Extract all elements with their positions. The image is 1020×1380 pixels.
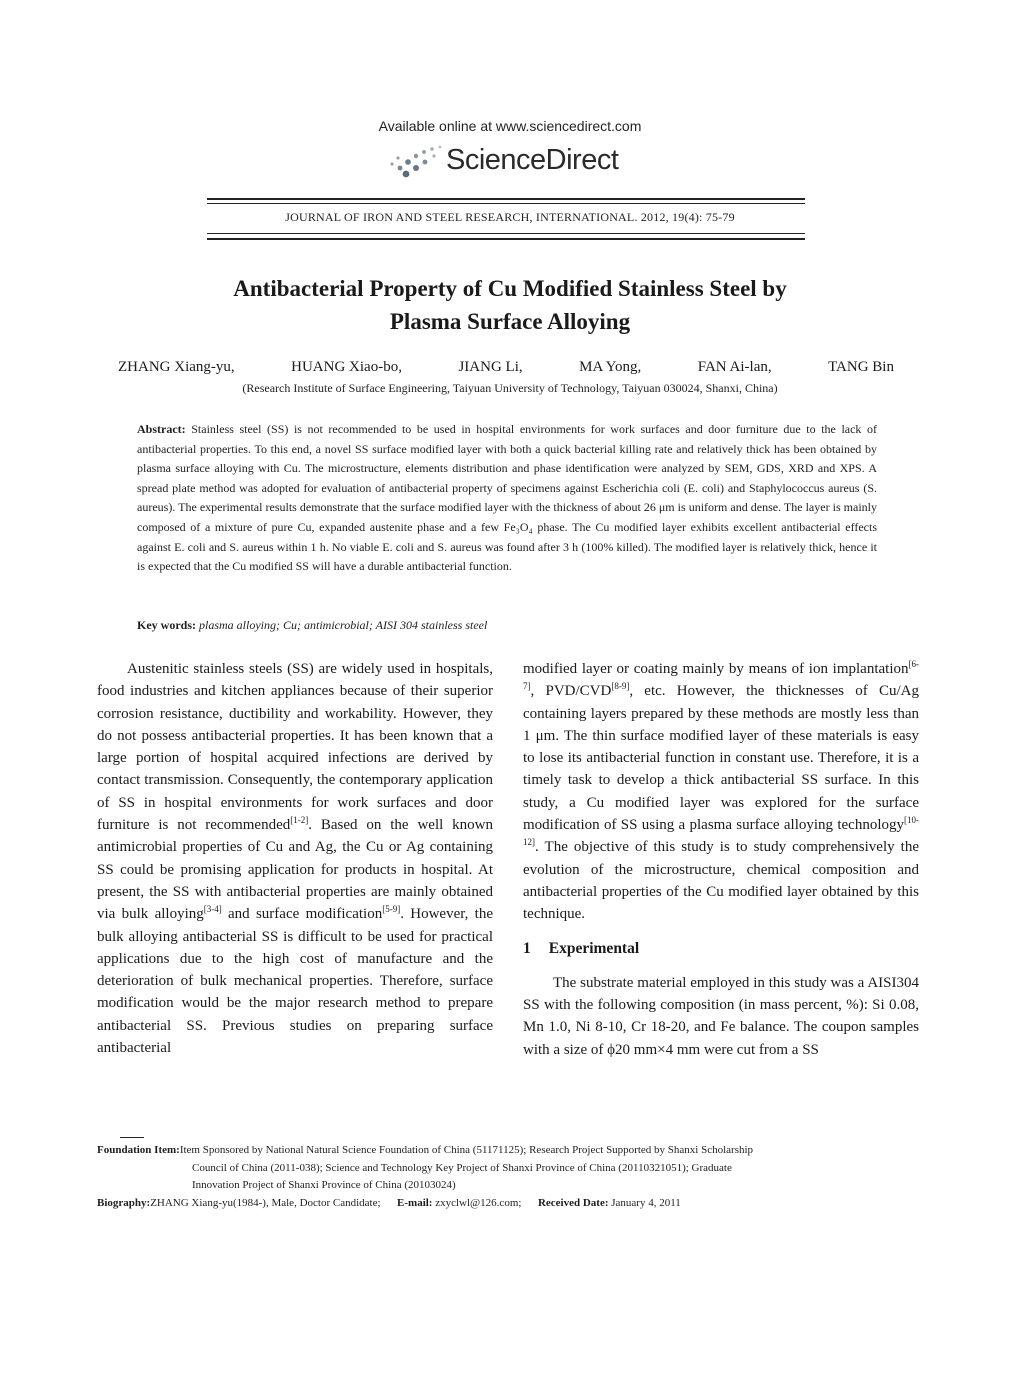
body-column-right [523, 658, 919, 1061]
article-title [120, 272, 900, 338]
foundation-label: Foundation Item: [97, 1144, 180, 1156]
foundation-line: Council of China (2011-038); Science and Technology Key Project of Shanxi Province of China (20110321051); Graduate [192, 1161, 732, 1174]
biography: Biography:ZHANG Xiang-yu(1984-), Male, Doctor Candidate; E-mail: zxyclwl@126.com; Received Date: January 4, 2011 [97, 1196, 681, 1209]
author-name: TANG Bin [828, 359, 894, 375]
keywords [137, 618, 877, 633]
section-title: Experimental [548, 939, 640, 957]
author-name: FAN Ai-lan, [697, 359, 772, 375]
received-label: Received Date: [537, 1196, 609, 1209]
author-list [118, 359, 894, 376]
body-column-left [97, 658, 493, 1059]
citation-ref[interactable]: [8-9] [611, 681, 630, 692]
author-name: ZHANG Xiang-yu, [118, 359, 235, 375]
paragraph-continued: modified layer or coating mainly by means of ion implantation[6-7], PVD/CVD[8-9], etc. However, the thicknesses of Cu/Ag containing layers prepared by these methods are mostly less than 1 μm. The thin surface modified layer of these materials is easy to lose its antibacterial function in constant use. Therefore, it is a timely task to develop a thick antibacterial SS surface. In this study, a Cu modified layer was explored for the surface modification of SS using a plasma surface alloying technology[10-12]. The objective of this study is to study comprehensively the evolution of the microstructure, chemical composition and antibacterial properties of the Cu modified layer obtained by this technique. [523, 659, 919, 923]
citation-ref[interactable]: [3-4] [203, 904, 222, 915]
email-label: E-mail: [397, 1196, 433, 1209]
email-address[interactable]: zxyclwl@126.com; [435, 1196, 522, 1209]
author-name: MA Yong, [579, 359, 642, 375]
sciencedirect-dots-icon [386, 144, 444, 180]
received-date: January 4, 2011 [611, 1196, 681, 1209]
abstract-text: Stainless steel (SS) is not recommended to be used in hospital environments for work surfaces and door furniture due to the lack of antibacterial properties. To this end, a novel SS surface modified layer with both a quick bacterial killing rate and relatively thick has been obtained by plasma surface alloying with Cu. The microstructure, elements distribution and phase identification were analyzed by SEM, GDS, XRD and XPS. A spread plate method was adopted for evaluation of antibacterial property of specimens against Escherichia coli (E. coli) and Staphylococcus aureus (S. aureus). The experimental results demonstrate that the surface modified layer with the thickness of about 26 μm is uniform and dense. The layer is mainly composed of a mixture of pure Cu, expanded austenite phase and a few Fe₃O₄ phase. The Cu modified layer exhibits excellent antibacterial effects against E. coli and S. aureus within 1 h. No viable E. coli and S. aureus was found after 3 h (100% killed). The modified layer is relatively thick, hence it is expected that the Cu modified SS will have a durable antibacterial function. [137, 422, 878, 574]
journal-citation: JOURNAL OF IRON AND STEEL RESEARCH, INTERNATIONAL. 2012, 19(4): 75-79 [285, 210, 735, 224]
paragraph-experimental: The substrate material employed in this study was a AISI304 SS with the following composition (in mass percent, %): Si 0.08, Mn 1.0, Ni 8-10, Cr 18-20, and Fe balance. The coupon samples with a size of ϕ20 mm×4 mm were cut from a SS [523, 974, 919, 1058]
available-online-text: Available online at www.sciencedirect.com [378, 118, 642, 134]
abstract-label: Abstract: [137, 422, 186, 436]
keywords-label: Key words: [137, 618, 196, 632]
paragraph-introduction: Austenitic stainless steels (SS) are widely used in hospitals, food industries and kitchen appliances because of their superior corrosion resistance, ductibility and workability. However, they do not possess antibacterial properties. It has been known that a large portion of hospital acquired infections are derived by contact transmission. Consequently, the contemporary application of SS in hospital environments for work surfaces and door furniture is not recommended[1-2]. Based on the well known antimicrobial properties of Cu and Ag, the Cu or Ag containing SS could be promising application for products in hospital. At present, the SS with antibacterial properties are mainly obtained via bulk alloying[3-4] and surface modification[5-9]. However, the bulk alloying antibacterial SS is difficult to be used for practical applications due to the high cost of manufacture and the deterioration of bulk mechanical properties. Therefore, surface modification would be the major research method to prepare antibacterial SS. Previous studies on preparing surface antibacterial [97, 661, 493, 1057]
citation-ref[interactable]: [10-12] [523, 815, 919, 848]
header-rule-top-thin [207, 203, 805, 204]
citation-ref[interactable]: [5-9] [382, 904, 401, 915]
header-rule-bottom-thin [207, 233, 805, 234]
title-line-1: Antibacterial Property of Cu Modified Stainless Steel by [233, 276, 787, 301]
header-rule-top [207, 198, 805, 200]
section-number: 1 [523, 939, 531, 957]
keywords-text: plasma alloying; Cu; antimicrobial; AISI 304 stainless steel [199, 618, 488, 632]
author-affiliation: (Research Institute of Surface Engineering, Taiyuan University of Technology, Taiyuan 030024, Shanxi, China) [242, 381, 778, 395]
foundation-item: Foundation Item:Item Sponsored by National Natural Science Foundation of China (51171125); Research Project Supported by Shanxi Scholarship [97, 1144, 754, 1156]
title-line-2: Plasma Surface Alloying [389, 309, 631, 334]
abstract [137, 420, 877, 577]
biography-label: Biography: [97, 1196, 151, 1209]
sciencedirect-logo[interactable] [386, 142, 646, 182]
author-name: HUANG Xiao-bo, [291, 359, 402, 375]
header-rule-bottom [207, 238, 805, 240]
section-heading-experimental [523, 938, 919, 960]
sciencedirect-wordmark: ScienceDirect [446, 144, 619, 176]
footnotes [97, 1142, 927, 1212]
author-name: JIANG Li, [458, 359, 523, 375]
citation-ref[interactable]: [1-2] [290, 815, 309, 826]
footnote-rule [120, 1137, 144, 1138]
citation-ref[interactable]: [6-7] [523, 659, 919, 692]
foundation-line: Innovation Project of Shanxi Province of China (20103024) [192, 1179, 456, 1191]
